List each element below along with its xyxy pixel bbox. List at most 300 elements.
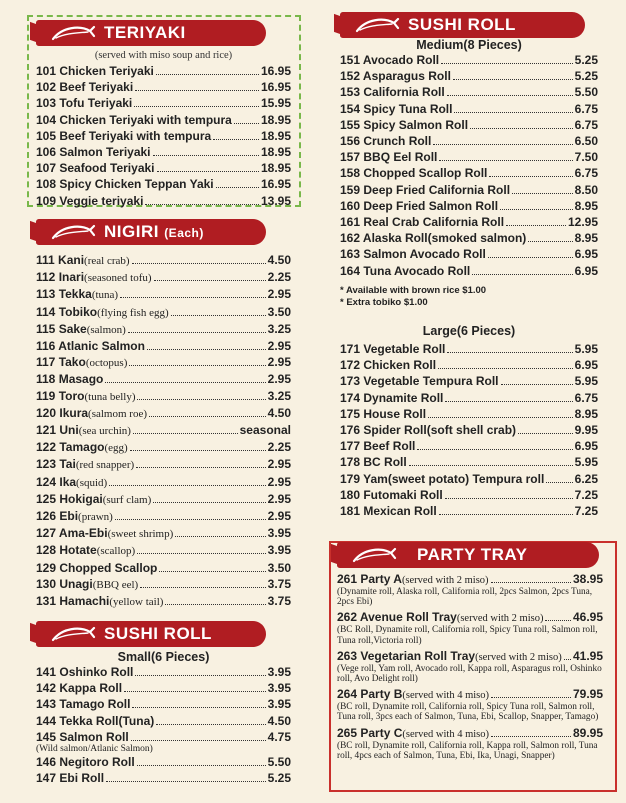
menu-item (36, 560, 291, 576)
party-tray-line (337, 649, 603, 664)
party-tray-serving: (served with 2 miso) (401, 575, 489, 586)
item-price: 8.95 (574, 198, 598, 213)
dot-leader (491, 736, 571, 737)
item-name-text: 144 Tekka Roll(Tuna) (36, 713, 155, 728)
item-name-text: 123 Tai (36, 457, 76, 472)
item-price: 3.50 (267, 304, 291, 319)
dot-leader (528, 241, 572, 242)
item-name (340, 263, 470, 279)
item-name-text: 155 Spicy Salmon Roll (340, 117, 469, 132)
item-name (36, 525, 173, 542)
menu-item (36, 176, 291, 192)
item-price: 3.75 (267, 594, 291, 609)
item-price: 16.95 (260, 64, 291, 78)
item-name-text: 101 Chicken Teriyaki (36, 64, 154, 78)
dot-leader (135, 675, 265, 676)
item-name-text: 108 Spicy Chicken Teppan Yaki (36, 177, 214, 192)
dot-leader (564, 659, 571, 660)
item-name-text: 116 Atlanic Salmon (36, 339, 145, 354)
item-name-text: 131 Hamachi (36, 594, 110, 609)
dot-leader (145, 204, 259, 205)
item-price: 6.75 (574, 166, 598, 181)
item-price: 6.75 (574, 101, 598, 116)
item-name (36, 664, 133, 680)
item-name-text: 164 Tuna Avocado Roll (340, 263, 471, 278)
item-name (36, 63, 154, 79)
item-description: (salmom roe) (88, 407, 147, 420)
item-name (36, 405, 147, 422)
party-tray-price: 38.95 (572, 572, 603, 586)
item-name (36, 128, 211, 144)
item-name (36, 439, 128, 456)
dot-leader (518, 433, 573, 434)
dot-leader (134, 106, 259, 107)
menu-item (340, 117, 598, 133)
item-name (340, 52, 439, 68)
menu-item (340, 341, 598, 357)
item-price: 3.75 (267, 576, 291, 591)
item-name (340, 165, 487, 181)
menu-item (36, 754, 291, 770)
party-tray-item (337, 610, 603, 645)
item-name (340, 454, 407, 470)
item-name (340, 373, 499, 389)
dot-leader (470, 128, 573, 129)
menu-item (36, 439, 291, 456)
item-name (340, 422, 516, 438)
nigiri-title: NIGIRI (Each) (104, 222, 204, 241)
dot-leader (491, 582, 571, 583)
party-tray-serving: (served with 4 miso) (402, 728, 489, 740)
menu-item (36, 193, 291, 209)
item-name (36, 474, 107, 491)
item-name-text: 172 Chicken Roll (340, 358, 437, 373)
item-name (36, 144, 151, 160)
menu-item (340, 246, 598, 262)
item-name-text: 106 Salmon Teriyaki (36, 145, 151, 160)
party-tray-serving: (served with 2 miso) (475, 651, 562, 663)
party-tray-line (337, 687, 603, 702)
item-name-text: 176 Spider Roll(soft shell crab) (340, 423, 517, 438)
menu-item (340, 84, 598, 100)
item-name (36, 422, 131, 439)
item-name (36, 193, 143, 209)
dot-leader (133, 433, 238, 434)
dot-leader (546, 482, 572, 483)
menu-item (340, 454, 598, 470)
item-price: 4.50 (267, 405, 291, 420)
party-tray-price: 79.95 (572, 687, 603, 702)
item-name (340, 101, 452, 117)
party-tray-serving: (served with 4 miso) (402, 690, 489, 702)
party-tray-name: 261 Party A (337, 572, 402, 586)
item-description: (tuna belly) (84, 390, 136, 403)
item-name-text: 145 Salmon Roll (36, 729, 129, 744)
item-name-text: 178 BC Roll (340, 455, 407, 470)
dot-leader (445, 498, 573, 499)
sushi-large-list (340, 341, 598, 519)
item-name (36, 371, 103, 387)
note-brown-rice: * Available with brown rice $1.00 (340, 284, 487, 296)
menu-item (36, 371, 291, 387)
item-name-text: 179 Yam(sweet potato) Tempura roll (340, 471, 545, 486)
dot-leader (433, 144, 572, 145)
item-price: 7.25 (574, 487, 598, 502)
party-tray-title: PARTY TRAY (417, 545, 528, 564)
menu-item (36, 456, 291, 473)
menu-item (36, 95, 291, 111)
menu-item (340, 438, 598, 454)
item-name-text: 157 BBQ Eel Roll (340, 150, 438, 165)
item-description: (egg) (104, 442, 128, 455)
item-price: 2.25 (267, 270, 291, 285)
menu-item (340, 357, 598, 373)
item-name (340, 182, 510, 198)
dot-leader (140, 587, 265, 588)
item-name-text: 112 Inari (36, 270, 85, 285)
item-description: (tuna) (91, 289, 119, 302)
item-name (340, 471, 544, 487)
item-price: 5.95 (574, 455, 598, 470)
item-name (340, 246, 486, 262)
item-price: 6.95 (574, 358, 598, 373)
menu-item (340, 263, 598, 279)
menu-item (36, 338, 291, 354)
dot-leader (120, 297, 266, 298)
party-tray-description: (BC Roll, Dynamite roll, California roll, Spicy Tuna roll, Salmon roll, Tuna roll,Victoria roll) (337, 625, 598, 646)
item-name (36, 176, 214, 192)
item-price: seasonal (239, 423, 291, 438)
item-name (340, 214, 504, 230)
item-name (36, 354, 127, 371)
menu-item (36, 112, 291, 128)
fish-logo-icon (50, 23, 96, 43)
fish-logo-icon (354, 15, 400, 35)
party-tray-item (337, 572, 603, 607)
menu-item (340, 52, 598, 68)
party-tray-line (337, 572, 603, 587)
dot-leader (506, 225, 566, 226)
party-tray-item (337, 687, 603, 722)
dot-leader (105, 382, 265, 383)
fish-logo-icon (50, 624, 96, 644)
sushi-small-banner (36, 619, 291, 649)
dot-leader (156, 74, 259, 75)
party-tray-item (337, 726, 603, 761)
item-price: 5.95 (574, 374, 598, 389)
item-subdescription: (Wild salmon/Atlanic Salmon) (36, 744, 153, 755)
item-name (340, 503, 437, 519)
menu-item (340, 503, 598, 519)
item-name-text: 124 Ika (36, 474, 77, 489)
party-tray-description: (Vege roll, Yam roll, Avocado roll, Kappa roll, Asparagus roll, Oshinko roll, Avo Delight roll) (337, 663, 602, 685)
item-price: 18.95 (260, 112, 291, 127)
item-name-text: 119 Toro (36, 388, 85, 403)
item-name-text: 117 Tako (36, 355, 86, 370)
item-name-text: 142 Kappa Roll (36, 681, 123, 696)
party-tray-item (337, 649, 603, 684)
item-name-text: 174 Dynamite Roll (340, 390, 444, 405)
dot-leader (409, 465, 573, 466)
item-price: 6.25 (574, 471, 598, 486)
dot-leader (447, 352, 572, 353)
item-price: 8.95 (574, 231, 598, 246)
dot-leader (165, 604, 265, 605)
sushi-medium-section (340, 10, 598, 309)
item-price: 5.25 (267, 771, 291, 786)
dot-leader (488, 257, 573, 258)
dot-leader (491, 697, 571, 698)
item-name (340, 438, 415, 454)
item-price: 6.95 (574, 439, 598, 454)
menu-item (36, 508, 291, 525)
menu-item (340, 133, 598, 149)
menu-item (36, 474, 291, 491)
dot-leader (128, 332, 266, 333)
item-description: (seasoned tofu) (84, 272, 152, 285)
item-name (340, 198, 498, 214)
item-price: 18.95 (260, 161, 291, 176)
item-name (36, 160, 155, 176)
menu-item (36, 269, 291, 286)
dot-leader (417, 449, 572, 450)
menu-item (340, 101, 598, 117)
dot-leader (512, 193, 573, 194)
menu-item (340, 230, 598, 246)
dot-leader (501, 384, 573, 385)
item-description: (prawn) (78, 511, 113, 524)
menu-item (36, 321, 291, 338)
sushi-small-title: SUSHI ROLL (104, 624, 212, 643)
dot-leader (106, 781, 266, 782)
item-price: 4.50 (267, 253, 291, 267)
party-tray-description: (BC roll, Dynamite roll, California roll, Kappa roll, Salmon roll, Tuna roll, 4pcs each of Salmon, Tuna, Ebi, Ika, Unagi, Snapper) (337, 740, 598, 761)
dot-leader (109, 485, 265, 486)
dot-leader (438, 368, 573, 369)
dot-leader (489, 176, 572, 177)
item-name-text: 120 Ikura (36, 405, 89, 420)
item-description: (yellow tail) (109, 596, 164, 609)
item-name-text: 102 Beef Teriyaki (36, 80, 134, 95)
dot-leader (500, 209, 573, 210)
menu-item (36, 160, 291, 176)
sushi-small-heading: Small(6 Pieces) (117, 650, 210, 664)
item-price: 3.95 (267, 681, 291, 696)
item-name (36, 729, 129, 745)
teriyaki-banner (36, 18, 291, 48)
item-name (340, 357, 436, 373)
item-description: (squid) (76, 476, 108, 489)
teriyaki-list (36, 63, 291, 209)
item-price: 6.95 (574, 263, 598, 278)
menu-item (36, 593, 291, 610)
menu-item (36, 422, 291, 439)
item-name (36, 542, 135, 559)
dot-leader (441, 63, 573, 64)
item-name-text: 152 Asparagus Roll (340, 69, 451, 84)
item-name-text: 146 Negitoro Roll (36, 755, 135, 770)
party-tray-name: 262 Avenue Roll Tray (337, 610, 457, 625)
item-name (36, 286, 118, 303)
dot-leader (129, 365, 265, 366)
menu-item (340, 149, 598, 165)
item-price: 18.95 (260, 128, 291, 143)
item-name-text: 160 Deep Fried Salmon Roll (340, 198, 499, 213)
menu-item (36, 252, 291, 269)
item-price: 16.95 (260, 177, 291, 192)
item-name (36, 713, 154, 729)
item-price: 2.95 (267, 355, 291, 370)
sushi-medium-list (340, 52, 598, 279)
item-price: 12.95 (567, 215, 598, 230)
menu-item (340, 373, 598, 389)
menu-item (36, 286, 291, 303)
nigiri-section (36, 217, 291, 610)
item-name (36, 560, 157, 576)
menu-item (36, 525, 291, 542)
item-description: (scallop) (96, 545, 136, 558)
item-price: 4.75 (267, 729, 291, 744)
item-price: 3.25 (267, 321, 291, 336)
item-name-text: 125 Hokigai (36, 491, 103, 506)
item-name (340, 341, 445, 357)
sushi-large-section (340, 324, 598, 519)
menu-item (36, 128, 291, 144)
item-name-text: 156 Crunch Roll (340, 134, 432, 149)
sushi-small-section (36, 619, 291, 786)
item-name (36, 680, 122, 696)
item-description: (salmon) (86, 323, 126, 336)
fish-logo-icon (351, 545, 397, 565)
sushi-small-list (36, 664, 291, 786)
item-description: (flying fish egg) (97, 306, 169, 319)
menu-item (340, 390, 598, 406)
sushi-medium-banner (340, 10, 598, 40)
item-name-text: 147 Ebi Roll (36, 771, 105, 786)
party-tray-description: (BC roll, Dynamite roll, California roll, Spicy Tuna roll, Salmon roll, Tuna roll, 3pcs each of Salmon, Tuna, Ebi, Scallop, Snapper, Tamago) (337, 702, 599, 723)
item-name-text: 175 House Roll (340, 406, 427, 421)
item-name-text: 141 Oshinko Roll (36, 665, 134, 679)
item-name-text: 153 California Roll (340, 85, 445, 100)
item-name-text: 161 Real Crab California Roll (340, 215, 505, 230)
dot-leader (124, 691, 266, 692)
item-price: 5.25 (574, 69, 598, 84)
note-extra-tobiko: * Extra tobiko $1.00 (340, 296, 428, 308)
dot-leader (156, 724, 265, 725)
item-price: 5.50 (574, 85, 598, 100)
item-price: 2.95 (267, 457, 291, 472)
menu-item (36, 388, 291, 405)
item-name (36, 593, 163, 610)
item-name (36, 770, 104, 786)
party-tray-price: 89.95 (572, 725, 603, 740)
item-name (340, 149, 437, 165)
item-price: 7.50 (574, 150, 598, 165)
item-price: 2.25 (267, 440, 291, 455)
item-price: 6.95 (574, 247, 598, 262)
item-price: 13.95 (260, 193, 291, 208)
dot-leader (171, 315, 266, 316)
item-description: (sweet shrimp) (107, 528, 174, 541)
item-price: 4.50 (267, 713, 291, 728)
item-price: 3.50 (267, 560, 291, 575)
item-price: 3.95 (267, 543, 291, 558)
item-name (340, 68, 451, 84)
dot-leader (472, 274, 572, 275)
menu-item (340, 182, 598, 198)
item-name-text: 103 Tofu Teriyaki (36, 96, 133, 111)
party-tray-price: 46.95 (572, 610, 603, 625)
dot-leader (137, 765, 266, 766)
menu-item (340, 214, 598, 230)
item-name-text: 151 Avocado Roll (340, 53, 440, 67)
item-name-text: 105 Beef Teriyaki with tempura (36, 128, 212, 143)
item-name (36, 388, 135, 405)
item-name-text: 114 Tobiko (36, 304, 98, 319)
menu-item (36, 770, 291, 786)
party-tray-line (337, 610, 603, 625)
dot-leader (153, 502, 265, 503)
menu-item (36, 63, 291, 79)
item-name-text: 128 Hotate (36, 543, 97, 558)
dot-leader (159, 571, 265, 572)
item-description: (BBQ eel) (92, 578, 139, 591)
item-price: 5.50 (267, 755, 291, 770)
menu-item (36, 664, 291, 680)
menu-item (36, 304, 291, 321)
item-name-text: 154 Spicy Tuna Roll (340, 101, 453, 116)
dot-leader (439, 514, 573, 515)
item-price: 3.25 (267, 388, 291, 403)
item-name-text: 130 Unagi (36, 576, 93, 591)
item-price: 9.95 (574, 423, 598, 438)
item-name-text: 162 Alaska Roll(smoked salmon) (340, 231, 527, 246)
item-name (36, 508, 113, 525)
item-name-text: 143 Tamago Roll (36, 697, 131, 712)
teriyaki-title: TERIYAKI (104, 23, 186, 42)
party-tray-line (337, 726, 603, 741)
item-name (36, 696, 130, 712)
item-price: 3.95 (267, 665, 291, 679)
item-name-text: 159 Deep Fried California Roll (340, 182, 511, 197)
item-name-text: 181 Mexican Roll (340, 504, 437, 519)
party-tray-list (337, 572, 603, 761)
menu-item (36, 729, 291, 745)
party-tray-price: 41.95 (572, 648, 603, 663)
item-name (36, 79, 133, 95)
item-price: 2.95 (267, 491, 291, 506)
item-price: 15.95 (260, 96, 291, 111)
item-name-text: 107 Seafood Teriyaki (36, 161, 155, 176)
item-name (36, 269, 152, 286)
nigiri-list (36, 252, 291, 610)
item-name (36, 491, 151, 508)
dot-leader (445, 401, 572, 402)
item-name (36, 252, 130, 269)
item-price: 3.95 (267, 526, 291, 541)
dot-leader (137, 553, 265, 554)
item-name-text: 109 Veggie teriyaki (36, 193, 144, 208)
item-price: 8.95 (574, 406, 598, 421)
item-price: 2.95 (267, 339, 291, 354)
menu-item (340, 198, 598, 214)
sushi-large-heading: Large(6 Pieces) (422, 324, 516, 338)
menu-item (36, 696, 291, 712)
item-price: 2.95 (267, 287, 291, 302)
dot-leader (439, 160, 572, 161)
item-description: (octopus) (85, 357, 128, 370)
menu-item (36, 144, 291, 160)
